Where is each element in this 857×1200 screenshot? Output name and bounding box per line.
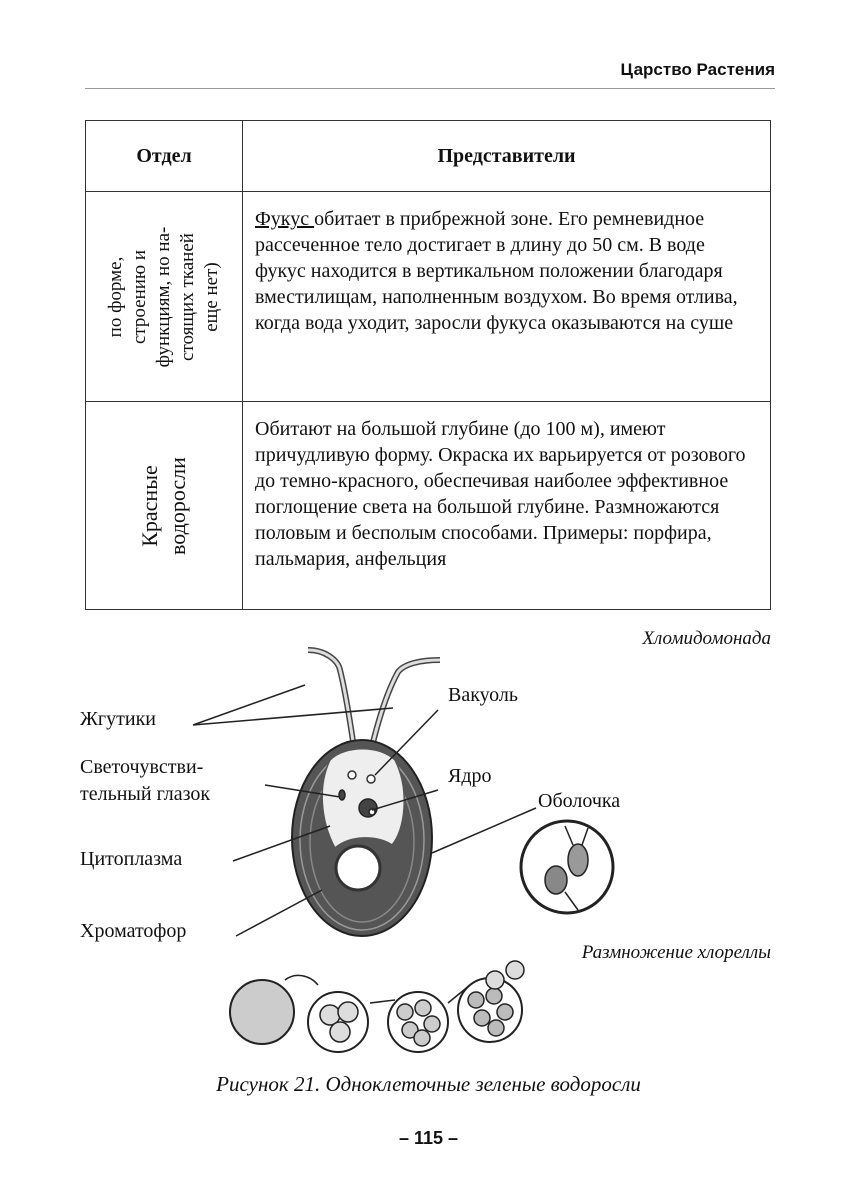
header-rule [85, 88, 775, 89]
division-cell [86, 402, 243, 610]
flagellum-right [370, 660, 440, 755]
line: строению и [129, 249, 150, 344]
table-header-row [86, 121, 771, 192]
column-header-representatives: Представители [243, 121, 771, 192]
line: водоросли [165, 456, 190, 555]
line: Красные [137, 464, 162, 547]
algae-table [85, 120, 771, 610]
column-header-division: Отдел [86, 121, 243, 192]
cell-text: обитает в прибрежной зоне. Его ремневидное рассеченное тело достигает в длину до 50 см. В воде фукус находится в вертикальном положении благодаря вместилищам, наполненным воздухом. Во время отлива, когда вода уходит, заросли фукуса оказываются на суше [255, 208, 738, 334]
cytoplasm [322, 749, 404, 848]
representatives-cell [243, 192, 771, 402]
label-eyespot-line2: тельный глазок [80, 783, 211, 805]
representatives-cell: Обитают на большой глубине (до 100 м), имеют причудливую форму. Окраска их варьируется от розового до темно-красного, обеспечивая наиболее эффективное поглощение света на большой глубине. Размножаются половым и бесполым способами. Примеры: порфира, пальмария, анфельция [243, 402, 771, 610]
label-eyespot-line1: Светочувстви- [80, 756, 204, 778]
running-head: Царство Растения [620, 60, 775, 79]
chlamydomonas-title: Хломидомонада [642, 628, 771, 649]
chlorella-title: Размножение хлореллы [581, 942, 771, 963]
vacuole [367, 775, 375, 783]
label-shell: Оболочка [538, 790, 621, 812]
division-text [104, 226, 224, 367]
table-row [86, 192, 771, 402]
label-chromatophore: Хроматофор [80, 920, 187, 942]
algae-illustration [0, 620, 857, 1060]
label-flagella: Жгутики [80, 708, 156, 730]
division-text [136, 457, 192, 555]
label-nucleus: Ядро [448, 765, 492, 787]
label-cytoplasm: Цитоплазма [80, 848, 183, 870]
page-number: – 115 – [398, 1128, 459, 1148]
line: функциям, но на- [153, 226, 174, 367]
chlorella-cell [521, 821, 613, 913]
line: еще нет) [201, 261, 222, 332]
eyespot [339, 790, 345, 800]
label-vacuole: Вакуоль [448, 684, 518, 706]
line: стоящих тканей [177, 232, 198, 361]
table-row [86, 402, 771, 610]
fucus-term: Фукус [255, 208, 315, 230]
figure-caption: Рисунок 21. Одноклеточные зеленые водоросли [216, 1072, 641, 1096]
division-cell [86, 192, 243, 402]
line: по форме, [105, 256, 126, 337]
